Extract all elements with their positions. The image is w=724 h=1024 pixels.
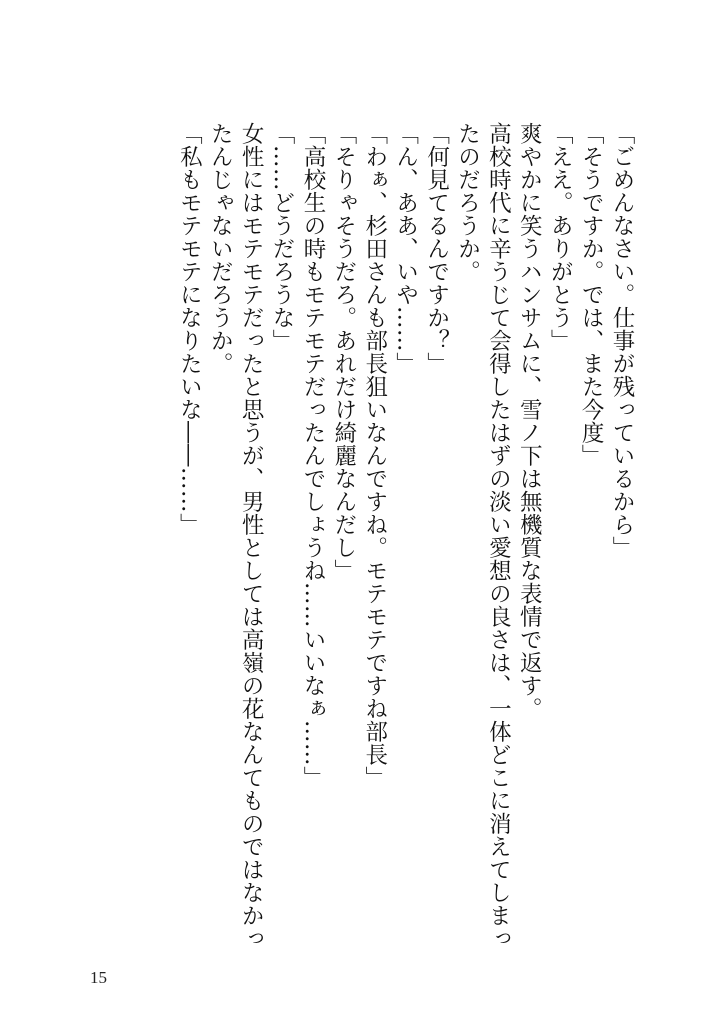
text-line: 爽やかに笑うハンサムに、雪ノ下は無機質な表情で返す。 — [516, 122, 543, 720]
text-line: 「ん、ああ、いや……」 — [392, 122, 419, 375]
text-line: 「ごめんなさい。仕事が残っているから」 — [609, 122, 635, 559]
text-line: 「そうですか。では、また今度」 — [578, 122, 605, 467]
text-line: 「高校生の時もモテモテだったんでしょうね……いいなぁ……」 — [299, 122, 326, 789]
text-line: 女性にはモテモテだったと思うが、男性としては高嶺の花なんてものではなかっ — [238, 122, 265, 950]
text-line: たんじゃないだろうか。 — [207, 122, 234, 375]
text-line: 高校時代に辛うじて会得したはずの淡い愛想の良さは、一体どこに消えてしまっ — [485, 122, 512, 950]
text-line: 「そりゃそうだろ。あれだけ綺麗なんだし」 — [330, 122, 357, 582]
page-number: 15 — [90, 968, 107, 987]
text-line: 「……どうだろうな」 — [269, 122, 296, 352]
text-line: たのだろうか。 — [454, 122, 481, 283]
text-line: 「ええ。ありがとう」 — [547, 122, 574, 352]
vertical-text-body — [176, 122, 637, 952]
text-line: 「わぁ、杉田さんも部長狙いなんですね。モテモテですね部長」 — [361, 122, 388, 789]
text-line: 「何見てるんですか？」 — [423, 122, 450, 375]
text-line: 「私もモテモテになりたいな――……」 — [176, 122, 203, 536]
